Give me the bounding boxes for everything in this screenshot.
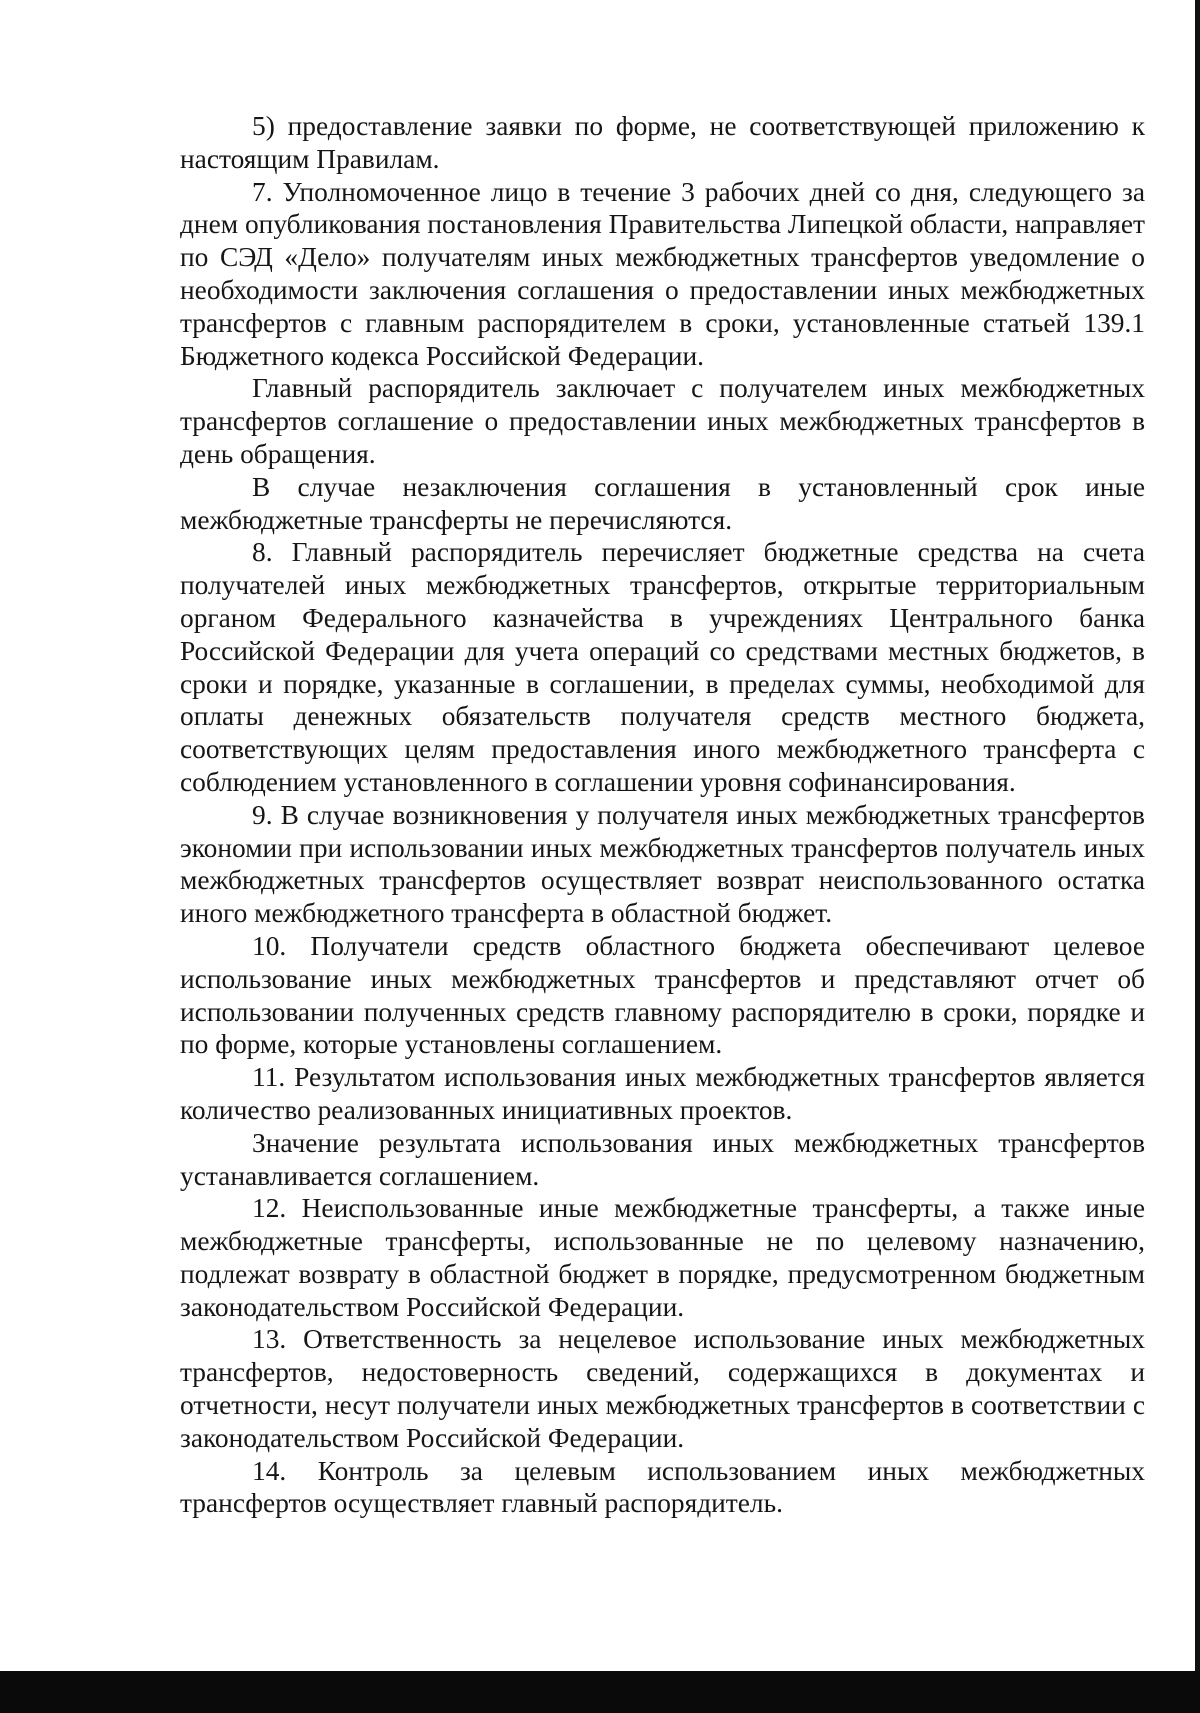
paragraph-result-value: Значение результата использования иных межбюджетных трансфертов устанавливается соглашением.: [180, 1127, 1145, 1191]
paragraph-item-7: 7. Уполномоченное лицо в течение 3 рабочих дней со дня, следующего за днем опубликования постановления Правительства Липецкой области, направляет по СЭД «Дело» получателям иных межбюджетных трансфертов уведомление о необходимости заключения соглашения о предоставлении иных межбюджетных трансфертов с главным распорядителем в сроки, установленные статьей 139.1 Бюджетного кодекса Российской Федерации.: [180, 176, 1145, 371]
paragraph-item-9: 9. В случае возникновения у получателя иных межбюджетных трансфертов экономии при использовании иных межбюджетных трансфертов получатель иных межбюджетных трансфертов осуществляет возврат неиспользованного остатка иного межбюджетного трансферта в областной бюджет.: [180, 799, 1145, 929]
scan-right-border: [1195, 0, 1200, 1713]
paragraph-item-8: 8. Главный распорядитель перечисляет бюджетные средства на счета получателей иных межбюджетных трансфертов, открытые территориальным органом Федерального казначейства в учреждениях Центрального банка Российской Федерации для учета операций со средствами местных бюджетов, в сроки и порядке, указанные в соглашении, в пределах суммы, необходимой для оплаты денежных обязательств получателя средств местного бюджета, соответствующих целям предоставления иного межбюджетного трансферта с соблюдением установленного в соглашении уровня софинансирования.: [180, 537, 1145, 797]
paragraph-item-10: 10. Получатели средств областного бюджета обеспечивают целевое использование иных межбюджетных трансфертов и представляют отчет об использовании полученных средств главному распорядителю в сроки, порядке и по форме, которые установлены соглашением.: [180, 930, 1145, 1060]
paragraph-item-14: 14. Контроль за целевым использованием иных межбюджетных трансфертов осуществляет главный распорядитель.: [180, 1455, 1145, 1519]
document-body: [180, 110, 1145, 1520]
scan-bottom-border: [0, 1671, 1200, 1713]
paragraph-item-11: 11. Результатом использования иных межбюджетных трансфертов является количество реализованных инициативных проектов.: [180, 1062, 1145, 1125]
paragraph-item-5: 5) предоставление заявки по форме, не соответствующей приложению к настоящим Правилам.: [180, 111, 1145, 174]
paragraph-item-13: 13. Ответственность за нецелевое использование иных межбюджетных трансфертов, недостоверность сведений, содержащихся в документах и отчетности, несут получатели иных межбюджетных трансфертов в соответствии с законодательством Российской Федерации.: [180, 1324, 1145, 1453]
paragraph-non-conclusion: В случае незаключения соглашения в установленный срок иные межбюджетные трансферты не перечисляются.: [180, 471, 1145, 535]
paragraph-item-12: 12. Неиспользованные иные межбюджетные трансферты, а также иные межбюджетные трансферты, использованные не по целевому назначению, подлежат возврату в областной бюджет в порядке, предусмотренном бюджетным законодательством Российской Федерации.: [180, 1193, 1145, 1322]
paragraph-agreement-conclusion: Главный распорядитель заключает с получателем иных межбюджетных трансфертов соглашение о предоставлении иных межбюджетных трансфертов в день обращения.: [180, 373, 1145, 469]
